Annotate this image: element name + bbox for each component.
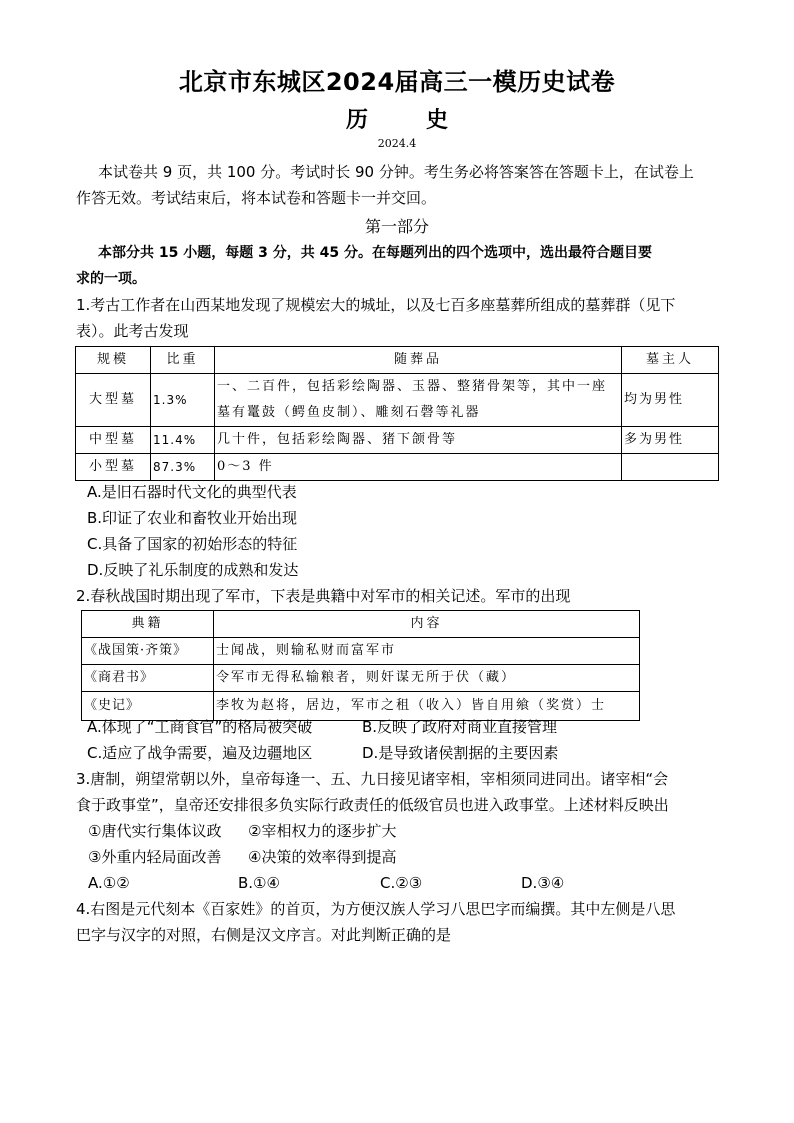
instructions-line-2: 作答无效。考试结束后，将本试卷和答题卡一并交回。	[76, 189, 437, 207]
cell: 11.4%	[151, 427, 215, 454]
cell: 均为男性	[622, 374, 719, 427]
q2-option-a: A.体现了“工商食官”的格局被突破	[87, 718, 313, 736]
cell: 0～3 件	[215, 454, 622, 481]
cell: 多为男性	[622, 427, 719, 454]
q3-statement-4: ④决策的效率得到提高	[248, 848, 397, 866]
cell: 小型墓	[76, 454, 151, 481]
header-cell: 随葬品	[215, 347, 622, 374]
header-cell: 内容	[214, 611, 640, 638]
table-row	[76, 454, 719, 481]
q3-option-b: B.①④	[238, 874, 280, 892]
table-row	[76, 374, 719, 427]
part-1-desc-line-1: 本部分共 15 小题，每题 3 分，共 45 分。在每题列出的四个选项中，选出最符合题目要	[98, 245, 652, 261]
q3-statement-3: ③外重内轻局面改善	[88, 848, 222, 866]
q3-statement-1: ①唐代实行集体议政	[88, 822, 222, 840]
q2-stem-line-1: 2.春秋战国时期出现了军市，下表是典籍中对军市的相关记述。军市的出现	[76, 587, 571, 605]
q3-option-a: A.①②	[88, 874, 130, 892]
q1-stem-line-2: 表）。此考古发现	[76, 322, 189, 340]
table-row	[82, 638, 640, 665]
q1-option-d: D.反映了礼乐制度的成熟和发达	[87, 561, 299, 579]
q3-option-d: D.③④	[521, 874, 565, 892]
q2-records-table	[81, 610, 640, 721]
q3-stem-line-1: 3.唐制，朔望常朝以外，皇帝每逢一、五、九日接见诸宰相，宰相须同进同出。诸宰相“会	[76, 770, 669, 788]
cell: 大型墓	[76, 374, 151, 427]
q4-stem-line-2: 巴字与汉字的对照，右侧是汉文序言。对此判断正确的是	[76, 926, 452, 944]
exam-title: 北京市东城区2024届高三一模历史试卷	[178, 68, 616, 96]
q3-option-c: C.②③	[380, 874, 423, 892]
cell: 1.3%	[151, 374, 215, 427]
subject-heading	[0, 103, 794, 134]
part-1-desc-line-2: 求的一项。	[76, 271, 146, 287]
q1-stem-line-1: 1.考古工作者在山西某地发现了规模宏大的城址，以及七百多座墓葬所组成的墓葬群（见下	[76, 296, 676, 314]
cell: 士闻战，则输私财而富军市	[214, 638, 640, 665]
cell: 一、二百件，包括彩绘陶器、玉器、整猪骨架等，其中一座墓有鼍鼓（鳄鱼皮制）、雕刻石磬等礼器	[215, 374, 622, 427]
q3-statement-2: ②宰相权力的逐步扩大	[248, 822, 397, 840]
header-cell: 规模	[76, 347, 151, 374]
exam-date: 2024.4	[377, 137, 417, 150]
cell: 令军市无得私输粮者，则奸谋无所于伏（藏）	[214, 665, 640, 692]
header-cell: 比重	[151, 347, 215, 374]
q1-option-c: C.具备了国家的初始形态的特征	[87, 535, 298, 553]
cell: 《战国策·齐策》	[82, 638, 214, 665]
subject-char-2: 史	[426, 108, 449, 133]
subject-char-1: 历	[345, 108, 368, 133]
table-header-row	[76, 347, 719, 374]
cell: 87.3%	[151, 454, 215, 481]
cell: 中型墓	[76, 427, 151, 454]
q1-option-b: B.印证了农业和畜牧业开始出现	[87, 509, 298, 527]
cell: 李牧为赵将，居边，军市之租（收入）皆自用飨（奖赏）士	[214, 692, 640, 721]
table-header-row	[82, 611, 640, 638]
q4-stem-line-1: 4.右图是元代刻本《百家姓》的首页，为方便汉族人学习八思巴字而编撰。其中左侧是八思	[76, 900, 676, 918]
q1-option-a: A.是旧石器时代文化的典型代表	[87, 483, 297, 501]
cell: 《商君书》	[82, 665, 214, 692]
table-row	[76, 427, 719, 454]
part-1-title: 第一部分	[364, 217, 429, 236]
header-cell: 墓主人	[622, 347, 719, 374]
header-cell: 典籍	[82, 611, 214, 638]
q2-option-b: B.反映了政府对商业直接管理	[362, 718, 558, 736]
cell: 《史记》	[82, 692, 214, 721]
q2-option-c: C.适应了战争需要，遍及边疆地区	[87, 744, 313, 762]
q1-tomb-table	[75, 346, 719, 481]
q3-stem-line-2: 食于政事堂”，皇帝还安排很多负实际行政责任的低级官员也进入政事堂。上述材料反映出	[76, 796, 669, 814]
cell	[622, 454, 719, 481]
table-row	[82, 665, 640, 692]
q2-option-d: D.是导致诸侯割据的主要因素	[362, 744, 559, 762]
cell: 几十件，包括彩绘陶器、猪下颌骨等	[215, 427, 622, 454]
instructions-line-1: 本试卷共 9 页，共 100 分。考试时长 90 分钟。考生务必将答案答在答题卡上，在试卷上	[98, 163, 694, 181]
